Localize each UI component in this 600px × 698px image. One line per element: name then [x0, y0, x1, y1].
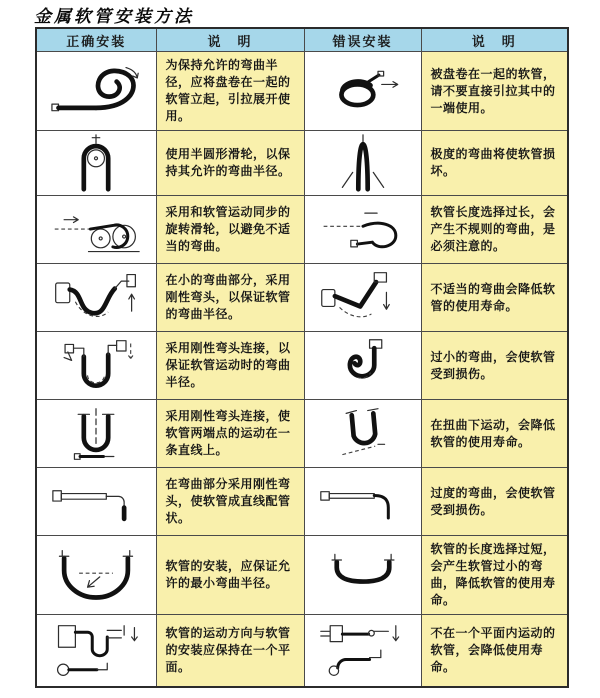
wrong-illustration-cell [304, 468, 421, 536]
correct-desc-text: 在弯曲部分采用刚性弯头，使软管成直线配管状。 [165, 477, 291, 526]
u-hose-ends-moving-on-straight-line-icon [44, 404, 148, 464]
table-row [36, 264, 568, 332]
correct-desc-cell [156, 615, 304, 687]
wrong-desc-text: 软管长度选择过长，会产生不规则的弯曲，是必须注意的。 [430, 205, 556, 254]
installation-method-table [35, 27, 569, 688]
table-row [36, 131, 568, 196]
wrong-desc-text: 在扭曲下运动，会降低软管的使用寿命。 [430, 417, 556, 449]
wrong-illustration-cell [304, 400, 421, 468]
wrong-desc-text: 过小的弯曲，会使软管受到损伤。 [430, 349, 556, 381]
correct-illustration-cell [36, 264, 156, 332]
coiled-hose-end-pulled-directly-icon [311, 61, 415, 121]
correct-desc-text: 在小的弯曲部分，采用刚性弯头，以保证软管的弯曲半径。 [165, 273, 291, 322]
hose-motion-kept-in-one-plane-icon [44, 621, 148, 681]
wrong-desc-text: 被盘卷在一起的软管，请不要直接引拉其中的一端使用。 [430, 66, 556, 115]
hose-too-short-tight-u-icon [311, 545, 415, 605]
hose-over-semicircular-pulley-icon [44, 133, 148, 193]
wrong-illustration-cell [304, 332, 421, 400]
wrong-desc-text: 不适当的弯曲会降低软管的使用寿命。 [430, 281, 556, 313]
correct-desc-text: 采用和软管运动同步的旋转滑轮，以避免不适当的弯曲。 [165, 205, 291, 254]
wrong-desc-cell [421, 264, 568, 332]
correct-desc-text: 为保持允许的弯曲半径，应将盘卷在一起的软管立起，引拉展开使用。 [165, 58, 291, 124]
correct-illustration-cell [36, 615, 156, 687]
table-row [36, 196, 568, 264]
wrong-desc-cell [421, 332, 568, 400]
correct-desc-text: 软管的运动方向与软管的安装应保持在一个平面。 [165, 625, 291, 675]
correct-desc-cell [156, 264, 304, 332]
table-row [36, 615, 568, 687]
wrong-illustration-cell [304, 52, 421, 131]
correct-desc-text: 使用半圆形滑轮，以保持其允许的弯曲半径。 [165, 147, 291, 179]
header-correct-explanation: 说 明 [156, 28, 304, 52]
correct-illustration-cell [36, 400, 156, 468]
straight-hose-with-rigid-elbow-end-icon [44, 472, 148, 532]
table-row [36, 468, 568, 536]
coiled-hose-stood-up-and-unrolled-icon [44, 61, 148, 121]
correct-illustration-cell [36, 196, 156, 264]
wrong-desc-text: 不在一个平面内运动的软管，会降低使用寿命。 [430, 625, 556, 675]
correct-illustration-cell [36, 52, 156, 131]
wrong-desc-cell [421, 196, 568, 264]
wrong-desc-text: 软管的长度选择过短，会产生软管过小的弯曲，降低软管的使用寿命。 [430, 542, 556, 608]
header-row [36, 28, 568, 52]
correct-desc-cell [156, 332, 304, 400]
wrong-desc-text: 极度的弯曲将使软管损坏。 [430, 147, 556, 179]
wrong-desc-cell [421, 468, 568, 536]
correct-desc-cell [156, 400, 304, 468]
hose-improper-sharp-bend-icon [311, 268, 415, 328]
wrong-desc-text: 过度的弯曲，会使软管受到损伤。 [430, 485, 556, 517]
straight-hose-overbent-end-icon [311, 472, 415, 532]
hose-on-synchronized-rotating-pulleys-icon [44, 200, 148, 260]
header-wrong-explanation: 说 明 [421, 28, 568, 52]
wrong-desc-cell [421, 131, 568, 196]
correct-illustration-cell [36, 468, 156, 536]
wrong-illustration-cell [304, 196, 421, 264]
table-row [36, 52, 568, 131]
small-bend-with-rigid-elbow-icon [44, 268, 148, 328]
u-hose-with-rigid-elbow-connections-icon [44, 336, 148, 396]
correct-desc-cell [156, 131, 304, 196]
correct-desc-text: 采用刚性弯头连接，使软管两端点的运动在一条直线上。 [165, 409, 291, 458]
wrong-desc-cell [421, 52, 568, 131]
correct-desc-cell [156, 196, 304, 264]
u-hose-moving-under-twist-icon [311, 404, 415, 464]
header-correct-install: 正确安装 [36, 28, 156, 52]
hose-motion-not-in-one-plane-icon [311, 621, 415, 681]
header-wrong-install: 错误安装 [304, 28, 421, 52]
correct-illustration-cell [36, 131, 156, 196]
wrong-illustration-cell [304, 131, 421, 196]
table-row [36, 536, 568, 615]
wrong-illustration-cell [304, 264, 421, 332]
hose-bend-too-small-curl-icon [311, 336, 415, 396]
correct-illustration-cell [36, 332, 156, 400]
correct-desc-cell [156, 52, 304, 131]
correct-desc-cell [156, 536, 304, 615]
wrong-illustration-cell [304, 536, 421, 615]
wrong-desc-cell [421, 615, 568, 687]
wrong-desc-cell [421, 400, 568, 468]
wide-u-hose-minimum-bend-radius-icon [44, 545, 148, 605]
wrong-desc-cell [421, 536, 568, 615]
hose-too-long-irregular-loop-icon [311, 200, 415, 260]
correct-desc-text: 软管的安装，应保证允许的最小弯曲半径。 [165, 559, 291, 591]
hose-extreme-hairpin-bend-icon [311, 133, 415, 193]
correct-illustration-cell [36, 536, 156, 615]
correct-desc-cell [156, 468, 304, 536]
page-title: 金属软管安装方法 [34, 7, 194, 27]
correct-desc-text: 采用刚性弯头连接，以保证软管运动时的弯曲半径。 [165, 341, 291, 390]
table-row [36, 400, 568, 468]
table-row [36, 332, 568, 400]
wrong-illustration-cell [304, 615, 421, 687]
